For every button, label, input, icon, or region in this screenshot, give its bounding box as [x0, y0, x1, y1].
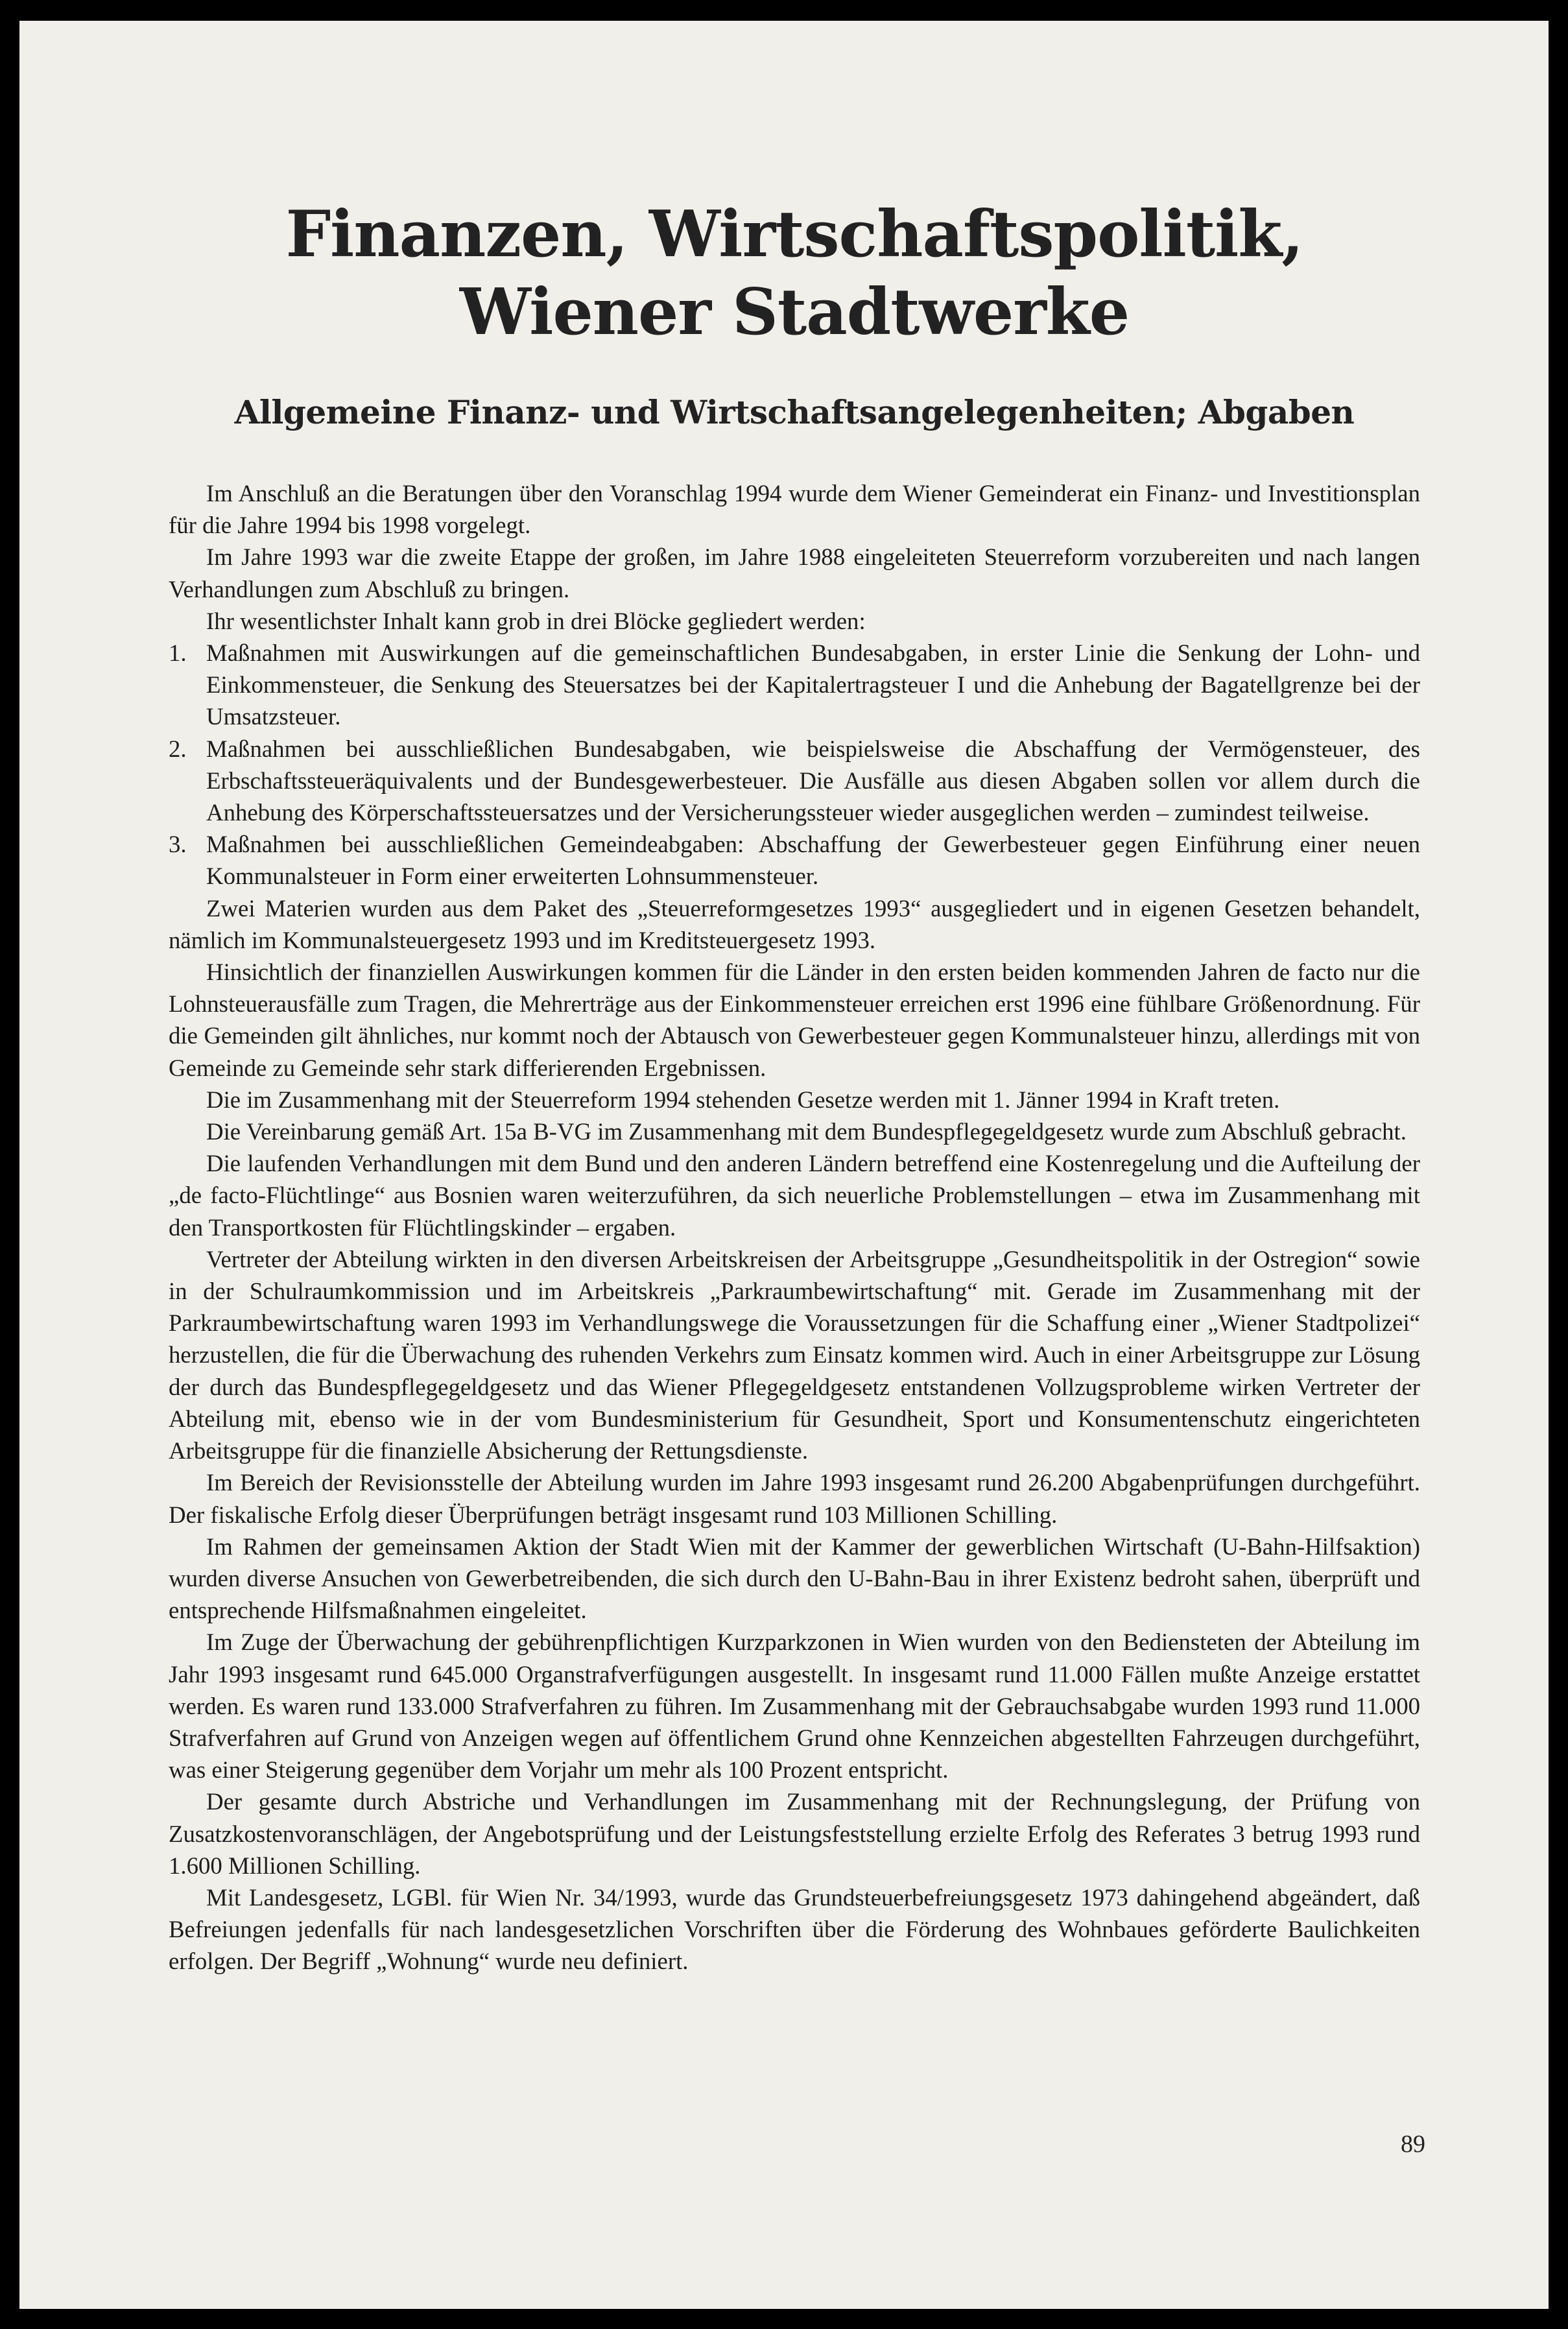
- page-title-line-1: Finanzen, Wirtschaftspolitik,: [285, 197, 1303, 272]
- page-content: [169, 196, 1420, 1977]
- paragraph: Vertreter der Abteilung wirkten in den diversen Arbeitskreisen der Arbeitsgruppe „Gesundheitspolitik in der Ostregion“ sowie in der Schulraumkommission und im Arbeitskreis „Parkraumbewirtschaftung“ mit. Gerade im Zusammenhang mit der Parkraumbewirtschaftung waren 1993 im Verhandlungswege die Voraussetzungen für die Schaffung einer „Wiener Stadtpolizei“ herzustellen, die für die Überwachung des ruhenden Verkehrs zum Einsatz kommen wird. Auch in einer Arbeitsgruppe zur Lösung der durch das Bundespflegegeldgesetz und das Wiener Pflegegeldgesetz entstandenen Vollzugsprobleme wirken Vertreter der Abteilung mit, ebenso wie in der vom Bundesministerium für Gesundheit, Sport und Konsumentenschutz eingerichteten Arbeitsgruppe für die finanzielle Absicherung der Rettungsdienste.: [169, 1245, 1420, 1464]
- paragraph: Die laufenden Verhandlungen mit dem Bund und den anderen Ländern betreffend eine Kostenregelung und die Aufteilung der „de facto-Flüchtlinge“ aus Bosnien waren weiterzuführen, da sich neuerliche Problemstellungen – etwa im Zusammenhang mit den Transportkosten für Flüchtlingskinder – ergaben.: [169, 1150, 1420, 1241]
- paragraph: Im Rahmen der gemeinsamen Aktion der Stadt Wien mit der Kammer der gewerblichen Wirtschaft (U-Bahn-Hilfsaktion) wurden diverse Ansuchen von Gewerbetreibenden, die sich durch den U-Bahn-Bau in ihrer Existenz bedroht sahen, überprüft und entsprechende Hilfsmaßnahmen eingeleitet.: [169, 1533, 1420, 1624]
- paragraph: Im Zuge der Überwachung der gebührenpflichtigen Kurzparkzonen in Wien wurden von den Bediensteten der Abteilung im Jahr 1993 insgesamt rund 645.000 Organstrafverfügungen ausgestellt. In insgesamt rund 11.000 Fällen mußte Anzeige erstattet werden. Es waren rund 133.000 Strafverfahren zu führen. Im Zusammenhang mit der Gebrauchsabgabe wurden 1993 rund 11.000 Strafverfahren auf Grund von Anzeigen wegen auf öffentlichem Grund ohne Kennzeichen abgestellten Fahrzeugen durchgeführt, was einer Steigerung gegenüber dem Vorjahr um mehr als 100 Prozent entspricht.: [169, 1629, 1420, 1784]
- list-item-text: Maßnahmen bei ausschließlichen Bundesabgaben, wie beispielsweise die Abschaffung der Vermögensteuer, des Erbschaftssteueräquivalents und der Bundesgewerbesteuer. Die Ausfälle aus diesen Abgaben sollen vor allem durch die Anhebung des Körperschaftssteuersatzes und der Versicherungssteuer wieder ausgeglichen werden – zumindest teilweise.: [206, 735, 1420, 826]
- list-item-number: 1.: [169, 639, 187, 667]
- paragraph: Ihr wesentlichster Inhalt kann grob in drei Blöcke gegliedert werden:: [206, 607, 866, 634]
- paragraph: Hinsichtlich der finanziellen Auswirkungen kommen für die Länder in den ersten beiden kommenden Jahren de facto nur die Lohnsteuerausfälle zum Tragen, die Mehrerträge aus der Einkommensteuer erreichen erst 1996 eine fühlbare Größenordnung. Für die Gemeinden gilt ähnliches, nur kommt noch der Abtausch von Gewerbesteuer gegen Kommunalsteuer hinzu, allerdings mit von Gemeinde zu Gemeinde sehr stark differierenden Ergebnissen.: [169, 959, 1420, 1081]
- page-number: 89: [1401, 2131, 1425, 2158]
- document-page: [19, 21, 1549, 2309]
- list-item-text: Maßnahmen bei ausschließlichen Gemeindeabgaben: Abschaffung der Gewerbesteuer gegen Einführung einer neuen Kommunalsteuer in Form einer erweiterten Lohnsummensteuer.: [206, 831, 1420, 890]
- list-item: [169, 637, 1420, 733]
- paragraph: Der gesamte durch Abstriche und Verhandlungen im Zusammenhang mit der Rechnungslegung, der Prüfung von Zusatzkostenvoranschlägen, der Angebotsprüfung und der Leistungsfeststellung erzielte Erfolg des Referates 3 betrug 1993 rund 1.600 Millionen Schilling.: [169, 1788, 1420, 1879]
- list-item: [169, 828, 1420, 892]
- page-title: [169, 196, 1420, 352]
- paragraph: Die Vereinbarung gemäß Art. 15a B-VG im Zusammenhang mit dem Bundespflegegeldgesetz wurde zum Abschluß gebracht.: [206, 1118, 1407, 1145]
- paragraph: Im Anschluß an die Beratungen über den Voranschlag 1994 wurde dem Wiener Gemeinderat ein Finanz- und Investitionsplan für die Jahre 1994 bis 1998 vorgelegt.: [169, 480, 1420, 539]
- page-title-line-2: Wiener Stadtwerke: [459, 275, 1130, 350]
- body-text: [169, 477, 1420, 1977]
- list-item-text: Maßnahmen mit Auswirkungen auf die gemeinschaftlichen Bundesabgaben, in erster Linie die Senkung der Lohn- und Einkommensteuer, die Senkung des Steuersatzes bei der Kapitalertragsteuer I und die Anhebung der Bagatellgrenze bei der Umsatzsteuer.: [206, 639, 1420, 730]
- paragraph: Mit Landesgesetz, LGBl. für Wien Nr. 34/1993, wurde das Grundsteuerbefreiungsgesetz 1973 dahingehend abgeändert, daß Befreiungen jedenfalls für nach landesgesetzlichen Vorschriften über die Förderung des Wohnbaues geförderte Baulichkeiten erfolgen. Der Begriff „Wohnung“ wurde neu definiert.: [169, 1883, 1420, 1975]
- paragraph: Im Jahre 1993 war die zweite Etappe der großen, im Jahre 1988 eingeleiteten Steuerreform vorzubereiten und nach langen Verhandlungen zum Abschluß zu bringen.: [169, 543, 1420, 603]
- list-item-number: 2.: [169, 735, 187, 762]
- paragraph: Im Bereich der Revisionsstelle der Abteilung wurden im Jahre 1993 insgesamt rund 26.200 Abgabenprüfungen durchgeführt. Der fiskalische Erfolg dieser Überprüfungen beträgt insgesamt rund 103 Millionen Schilling.: [169, 1469, 1420, 1528]
- reform-blocks-list: [169, 637, 1420, 892]
- paragraph: Zwei Materien wurden aus dem Paket des „Steuerreformgesetzes 1993“ ausgegliedert und in eigenen Gesetzen behandelt, nämlich im Kommunalsteuergesetz 1993 und im Kreditsteuergesetz 1993.: [169, 894, 1420, 953]
- list-item: [169, 733, 1420, 829]
- list-item-number: 3.: [169, 831, 187, 858]
- paragraph: Die im Zusammenhang mit der Steuerreform 1994 stehenden Gesetze werden mit 1. Jänner 1994 in Kraft treten.: [206, 1086, 1280, 1113]
- section-heading: Allgemeine Finanz- und Wirtschaftsangelegenheiten; Abgaben: [234, 393, 1355, 431]
